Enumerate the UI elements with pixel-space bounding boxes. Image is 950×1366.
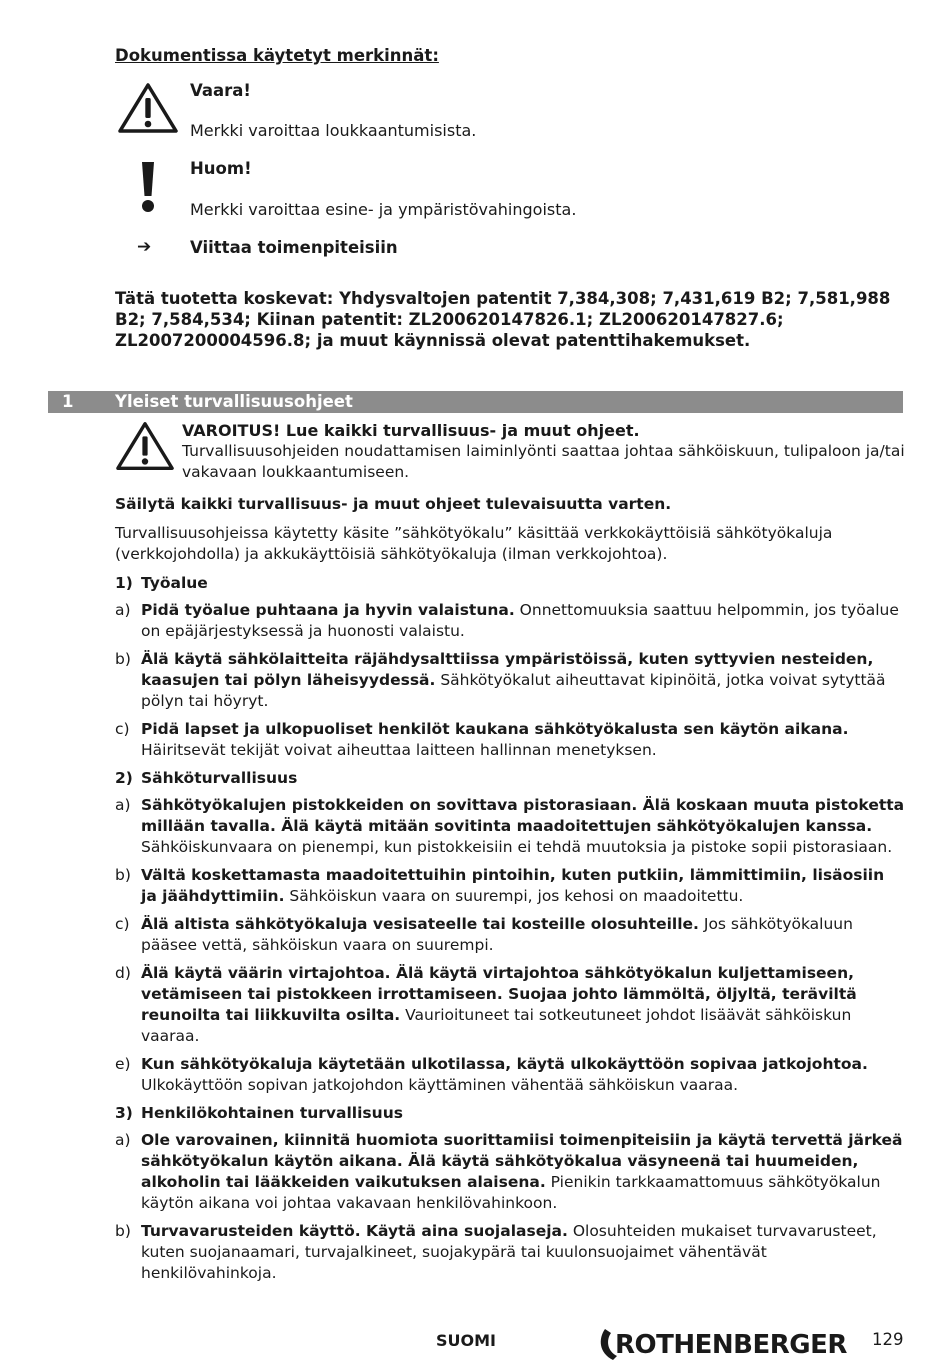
danger-title: Vaara! — [190, 81, 251, 100]
item-bold-text: Älä altista sähkötyökaluja vesisateelle tai kosteille olosuhteille. — [141, 915, 699, 933]
item-bold-text: Älä käytä sähkölaitteita räjähdysalttiissa ympäristöissä, kuten syttyvien nesteiden, kaasujen tai pölyn läheisyydessä. — [141, 650, 874, 689]
item-bold-text: Pidä työalue puhtaana ja hyvin valaistuna. — [141, 601, 515, 619]
section-title: Yleiset turvallisuusohjeet — [115, 392, 353, 411]
patent-notice: Tätä tuotetta koskevat: Yhdysvaltojen patentit 7,384,308; 7,431,619 B2; 7,581,988 B2; 7,584,534; Kiinan patentit: ZL200620147826.1; ZL200620147827.6; ZL2007200004596.8; ja muut käynnissä olevat patenttihakemukset. — [115, 289, 891, 350]
item-bold-text: Turvavarusteiden käyttö. Käytä aina suojalaseja. — [141, 1222, 568, 1240]
item-letter: a) — [115, 796, 131, 814]
section-header — [48, 391, 903, 413]
arrow-right-icon: ➔ — [137, 237, 152, 257]
subsection-title: Sähköturvallisuus — [141, 769, 298, 787]
subsection-list — [115, 573, 905, 1284]
item-text: Ulkokäyttöön sopivan jatkojohdon käyttäminen vähentää sähköiskun vaaraa. — [141, 1076, 739, 1094]
keep-instructions: Säilytä kaikki turvallisuus- ja muut ohjeet tulevaisuutta varten. — [115, 495, 672, 513]
svg-text:ROTHENBERGER: ROTHENBERGER — [615, 1330, 847, 1360]
section-number: 1 — [62, 392, 74, 411]
item-text: Vaurioituneet tai sotkeutuneet johdot lisäävät sähköiskun vaaraa. — [141, 1006, 852, 1045]
list-item — [115, 1130, 905, 1214]
item-text: Pienikin tarkkaamattomuus sähkötyökalun käytön aikana voi johtaa vakavaan henkilövahinkoon. — [141, 1173, 881, 1212]
list-item — [115, 719, 905, 761]
rothenberger-logo — [597, 1325, 851, 1363]
attention-text: Merkki varoittaa esine- ja ympäristövahingoista. — [190, 200, 577, 219]
item-text: Sähkötyökalut aiheuttavat kipinöitä, jotka voivat sytyttää pölyn tai höyryt. — [141, 671, 886, 710]
subsection-title: Työalue — [141, 574, 208, 592]
list-item — [115, 963, 905, 1047]
item-bold-text: Älä käytä väärin virtajohtoa. Älä käytä virtajohtoa sähkötyökalun kuljettamiseen, vetämiseen tai pistokkeen irrottamiseen. Suojaa johto lämmöltä, öljyltä, teräviltä reunoilta tai liikkuvilta osilta. — [141, 964, 857, 1024]
list-item — [115, 795, 905, 858]
subsection-number: 1) — [115, 574, 133, 592]
power-tool-definition: Turvallisuusohjeissa käytetty käsite ”sähkötyökalu” käsittää verkkokäyttöisiä sähkötyökaluja (verkkojohdolla) ja akkukäyttöisiä sähkötyökaluja (ilman verkkojohtoa). — [115, 524, 833, 563]
page-number: 129 — [872, 1330, 904, 1349]
item-text: Onnettomuuksia saattuu helpommin, jos työalue on epäjärjestyksessä ja huonosti valaistu. — [141, 601, 899, 640]
item-text: Olosuhteiden mukaiset turvavarusteet, kuten suojanaamari, turvajalkineet, suojakypärä tai kuulonsuojaimet vähentävät henkilövahinkoja. — [141, 1222, 877, 1282]
list-item — [115, 600, 905, 642]
warning-title: VAROITUS! Lue kaikki turvallisuus- ja muut ohjeet. — [182, 421, 640, 440]
warning-block — [115, 420, 905, 484]
subsection-heading — [115, 1103, 905, 1124]
item-letter: e) — [115, 1055, 131, 1073]
footer-language: SUOMI — [436, 1331, 496, 1350]
list-item — [115, 649, 905, 712]
item-bold-text: Vältä koskettamasta maadoitettuihin pintoihin, kuten putkiin, lämmittimiin, lisäosiin ja jäähdyttimiin. — [141, 866, 885, 905]
action-title: Viittaa toimenpiteisiin — [190, 238, 398, 257]
list-item — [115, 1054, 905, 1096]
warning-triangle-icon — [115, 420, 175, 472]
warning-text: Turvallisuusohjeiden noudattamisen laiminlyönti saattaa johtaa sähköiskuun, tulipaloon ja/tai vakavaan loukkaantumiseen. — [182, 442, 905, 481]
subsection-number: 3) — [115, 1104, 133, 1122]
item-text: Häiritsevät tekijät voivat aiheuttaa laitteen hallinnan menetyksen. — [141, 741, 657, 759]
item-letter: c) — [115, 915, 130, 933]
item-bold-text: Kun sähkötyökaluja käytetään ulkotilassa, käytä ulkokäyttöön sopivaa jatkojohtoa. — [141, 1055, 868, 1073]
item-letter: a) — [115, 1131, 131, 1149]
item-bold-text: Ole varovainen, kiinnitä huomiota suorittamiisi toimenpiteisiin ja käytä tervettä järkeä sähkötyökalun käytön aikana. Älä käytä sähkötyökalua väsyneenä tai huumeiden, alkoholin tai lääkkeiden vaikutuksen alaisena. — [141, 1131, 903, 1191]
item-text: Sähköiskunvaara on pienempi, kun pistokkeisiin ei tehdä muutoksia ja pistoke sopii pistorasiaan. — [141, 838, 893, 856]
subsection-heading — [115, 573, 905, 594]
item-text: Jos sähkötyökaluun pääsee vettä, sähköiskun vaara on suurempi. — [141, 915, 853, 954]
item-text: Sähköiskun vaara on suurempi, jos kehosi on maadoitettu. — [284, 887, 744, 905]
item-letter: d) — [115, 964, 131, 982]
list-item — [115, 1221, 905, 1284]
subsection-heading — [115, 768, 905, 789]
item-letter: b) — [115, 1222, 131, 1240]
list-item — [115, 914, 905, 956]
exclamation-icon — [138, 160, 158, 214]
item-letter: a) — [115, 601, 131, 619]
subsection-number: 2) — [115, 769, 133, 787]
list-item — [115, 865, 905, 907]
item-letter: c) — [115, 720, 130, 738]
item-letter: b) — [115, 866, 131, 884]
item-bold-text: Sähkötyökalujen pistokkeiden on sovittava pistorasiaan. Älä koskaan muuta pistoketta millään tavalla. Älä käytä mitään sovitinta maadoitettujen sähkötyökalujen kanssa. — [141, 796, 905, 835]
warning-triangle-icon — [117, 82, 179, 134]
item-bold-text: Pidä lapset ja ulkopuoliset henkilöt kaukana sähkötyökalusta sen käytön aikana. — [141, 720, 849, 738]
danger-text: Merkki varoittaa loukkaantumisista. — [190, 121, 477, 140]
section-content — [115, 420, 905, 1291]
item-letter: b) — [115, 650, 131, 668]
attention-title: Huom! — [190, 159, 252, 178]
legend-heading: Dokumentissa käytetyt merkinnät: — [115, 46, 439, 65]
subsection-title: Henkilökohtainen turvallisuus — [141, 1104, 403, 1122]
